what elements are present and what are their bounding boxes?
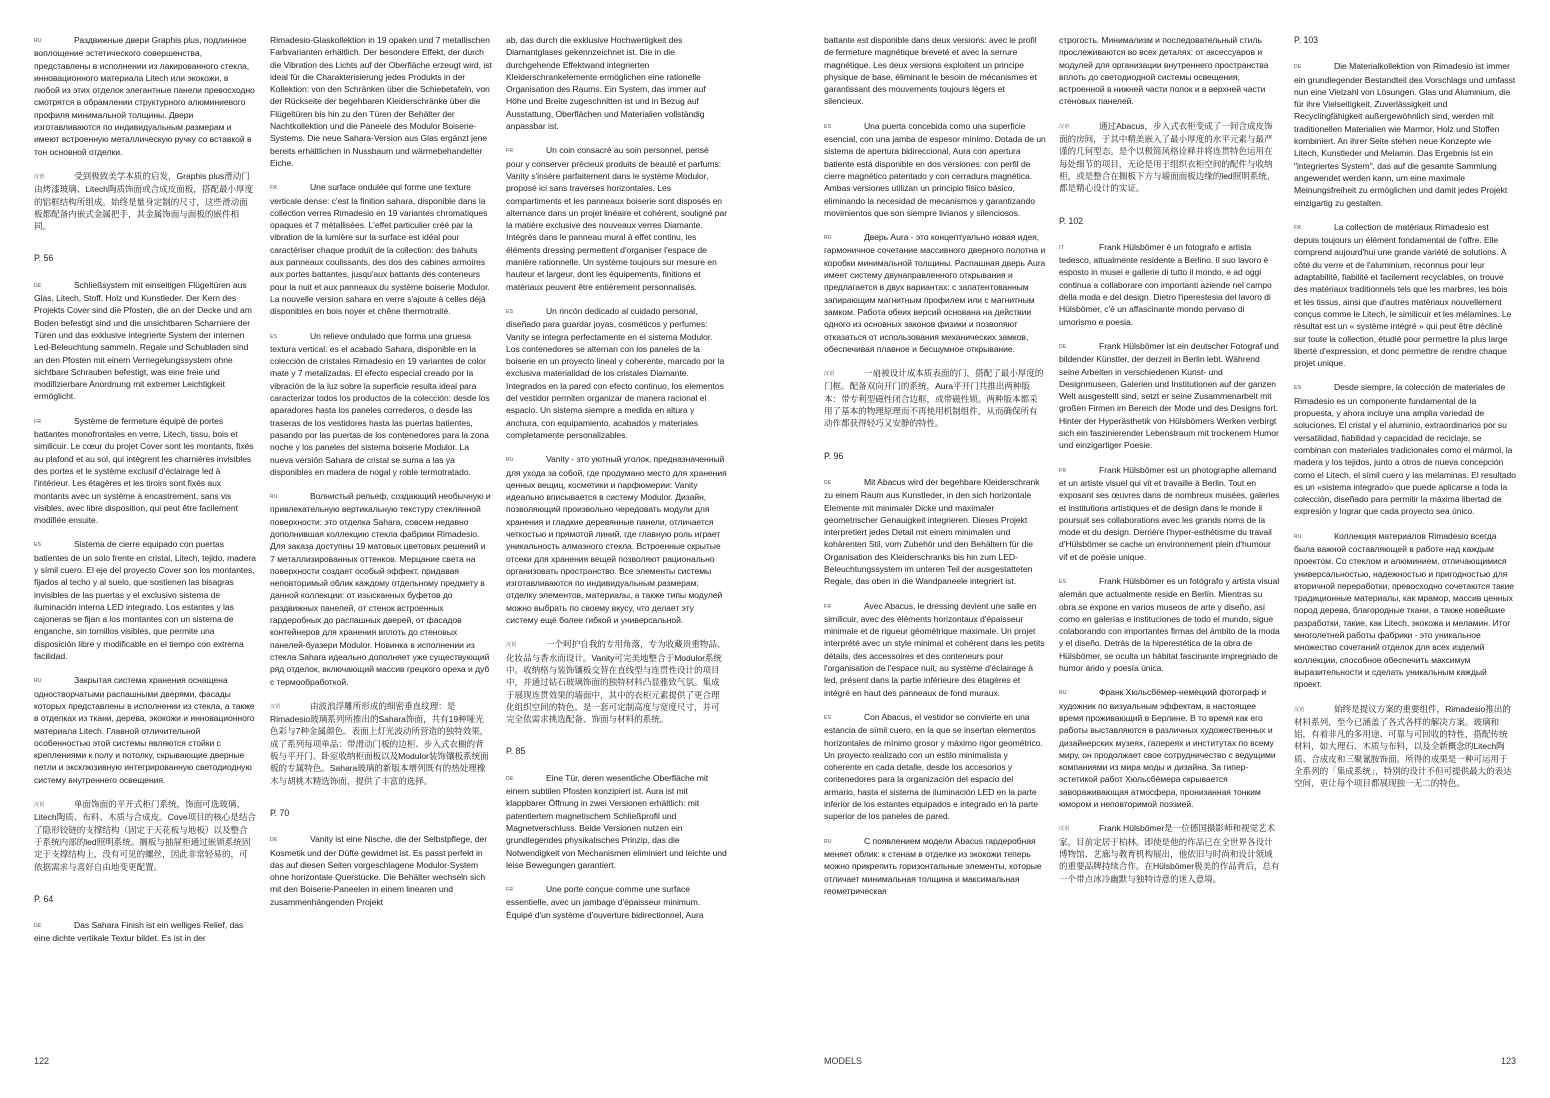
language-code: RU <box>34 38 42 44</box>
language-code: ES <box>506 308 514 315</box>
language-code: RU <box>506 457 514 464</box>
text-section <box>824 835 1046 897</box>
paragraph <box>1059 340 1281 452</box>
paragraph <box>824 120 1046 219</box>
language-code: ES <box>270 333 278 340</box>
language-code: DE <box>1294 64 1302 71</box>
page-reference-heading: P. 103 <box>1294 35 1318 45</box>
paragraph-text: Закрытая система хранения оснащена одностворчатыми распашными дверями, фасады которых представлены в исполнении из стекла, а также в отделках из ткани, дерева, экокожи и инновационного материала Litech. Главной отличительной особенностью этой системы являются стойки с креплениями к полу и потолку, скрывающие дверные петли и эксклюзивную интегрированную светодиодную систему внутреннего освещения. <box>34 675 255 785</box>
language-code: IT <box>1059 244 1065 251</box>
paragraph <box>34 919 256 945</box>
text-column-2 <box>270 34 492 1034</box>
paragraph-text: Раздвижные двери Graphis plus, подлинное воплощение эстетического совершенства, представлены в исполнении из лакированного стекла, инновационного материала Litech или экокожи, в любой из этих отделок элегантные панели превосходно смотрятся в обрамлении структурного алюминиевого профиля минимальной толщины. Двери изготавливаются по индивидуальным размерам и имеют встроенную металлическую ручку со вставкой в тон основной отделки. <box>34 35 255 157</box>
paragraph <box>270 34 492 169</box>
paragraph <box>270 330 492 479</box>
page-reference-heading: P. 96 <box>824 450 844 461</box>
text-section <box>824 367 1046 429</box>
text-section <box>270 330 492 479</box>
text-section <box>824 600 1046 699</box>
paragraph-text: Un coin consacré au soin personnel, pensé pour y conserver précieux produits de beauté et parfums: Vanity s'insère parfaitement dans le système Modulor, proposé ici sans traverses horizontales. Les compartiments et les panneaux boiserie sont disposés en alternance dans un projet linéaire et cohérent, souligné par la matière exclusive des nouveaux verres Diamante. Intégrés dans le panneau mural à effet continu, les éléments dressing permettent d'organiser l'espace de manière rationnelle. Un système toujours sur mesure en hauteur et largeur, dont les équipements, finitions et matériaux peuvent être entièrement personnalisés. <box>506 145 728 292</box>
paragraph <box>270 181 492 317</box>
paragraph <box>1059 575 1281 674</box>
paragraph <box>34 279 256 403</box>
language-code: 汉语 <box>34 802 45 809</box>
language-code: 汉语 <box>1294 706 1305 713</box>
paragraph-text: С появлением модели Abacus гардеробная меняет облик: к стенам в отделке из экокожи теперь можно прикрепить горизонтальные элементы, которые отличает минимальная толщина и максимальная геометрическая <box>824 835 1042 896</box>
paragraph-text: Une porte conçue comme une surface essentielle, avec un jambage d'épaisseur minimum. Équipé d'un système d'ouverture bidirectionnel, Aura <box>506 884 704 920</box>
paragraph-text: Frank Hülsbömer ist ein deutscher Fotograf und bildender Künstler, der derzeit in Berlin lebt. Während seine Arbeiten in verschiedenen Kunst- und Designmuseen, Galerien und Institutionen auf der ganzen Welt ausgestellt sind, setzt er seine Zusammenarbeit mit großen Firmen im Bereich der Mode und des Designs fort. Hinter der Hyperästhetik von Hülsbömers Werken verbirgt sich ein faszinierender Lebenstraum mit trockenem Humor und einzigartiger Poesie. <box>1059 340 1279 451</box>
paragraph-text: Vanity ist eine Nische, die der Selbstpflege, der Kosmetik und der Düfte gewidmet ist. Es passt perfekt in das auf diesen Seiten vorgeschlagene Modulor-System ohne horizontale Querstücke. Die Behälter wechseln sich mit den Boiserie-Paneelen in einem linearen und zusammenhängenden Projekt <box>270 834 488 907</box>
page-number-left: 122 <box>34 1056 50 1066</box>
paragraph <box>824 367 1046 429</box>
text-section <box>506 453 728 626</box>
language-code: ES <box>824 714 832 721</box>
paragraph <box>1294 530 1516 691</box>
text-section <box>34 538 256 662</box>
language-code: 汉语 <box>824 371 835 378</box>
paragraph <box>824 711 1046 823</box>
language-code: FR <box>1294 224 1302 231</box>
paragraph-text: Франк Хюльсбёмер-немецкий фотограф и художник по визуальным эффектам, в настоящее время проживающий в Берлине. В то время как его работы выставляются в различных художественных и дизайнерских музеях, галереях и институтах по всему миру, он продолжает свое сотрудничество с ведущими компаниями из мира моды и дизайна. За гипер-эстетикой работ Хюльсбёмера скрывается завораживающая атмосфера, пронизанная тонким юмором и неповторимой поэзией. <box>1059 687 1276 810</box>
paragraph <box>34 415 256 527</box>
paragraph-text: 一扇被设计成本质表面的门，搭配了最小厚度的门框。配备双向开门的系统，Aura平开门共推出两种版本：带专利型磁性闭合边框，或带磁性锁。两种版本都采用了基本的物理原理而不再使用机制组件，从而确保所有动作都获得轻巧又安静的特性。 <box>824 368 1044 429</box>
language-code: FR <box>1059 467 1067 474</box>
text-section <box>506 305 728 441</box>
text-section <box>1059 241 1281 328</box>
paragraph-text: Système de fermeture équipé de portes battantes monofrontales en verre, Litech, tissu, bois et similicuir. Le cœur du projet Cover sont les montants, fixés au plafond et au sol, qui intègrent les charnières invisibles des portes et le système exclusif d'éclairage led à l'intérieur. Les étagères et les tiroirs sont fixés aux montants avec un système à encastrement, sans vis visibles, avec libre disposition, qui peut être facilement modifiée ensuite. <box>34 415 254 526</box>
paragraph-text: Frank Hülsbömer es un fotógrafo y artista visual alemán que actualmente reside en Berlín. Mientras su obra se expone en varios museos de arte y diseño, así como en galerías e instituciones de todo el mundo, sigue colaborando con importantes firmas del ámbito de la moda y el diseño. Detrás de la hiperestética de la obra de Hülsbömer, se oculta un hábitat fascinante impregnado de humor árido y poesía única. <box>1059 575 1280 674</box>
text-column-5 <box>1059 34 1281 1034</box>
paragraph <box>34 798 256 873</box>
text-section <box>270 181 492 317</box>
right-page <box>775 0 1550 1098</box>
text-column-1 <box>34 34 256 1034</box>
paragraph-text: Коллекция материалов Rimadesio всегда была важной составляющей в работе над каждым проектом. Со стеклом и алюминием, отличающимися универсальностью, надежностью и пригодностью для вторичной переработки, превосходно сочетаются такие традиционные материалы, как мрамор, массив ценных пород дерева, благородные ткани, а также новейшие разработки, такие, как Litech, экокожа и меламин. Итог многолетней работы фабрики - это уникальное множество сочетаний отделок для всех изделий коллекции, способное обеспечить максимум выразительности и сделать уникальным каждый проект. <box>1294 530 1514 690</box>
paragraph <box>270 700 492 787</box>
language-code: DE <box>1059 343 1067 350</box>
text-section <box>34 415 256 527</box>
text-section <box>1294 703 1516 790</box>
text-section <box>270 490 492 688</box>
paragraph-text: Дверь Aura - это концептуально новая идея, гармоничное сочетание массивного дверного полотна и коробки минимальной толщины. Распашная дверь Aura имеет систему двунаправленного открывания и предлагается в двух вариантах: с запатентованным запирающим магнитным профилем или с магнитным замком. Работа обеих версий основана на действии одного из основных законов физики и позволяют отказаться от использования механических замков, обеспечивая плавное и бесшумное открывание. <box>824 232 1046 354</box>
paragraph-text: Una puerta concebida como una superficie esencial, con una jamba de espesor mínimo. Dotada de un sistema de apertura bidireccional, Aura con apertura batiente está disponible en dos versiones: con perfil de cierre magnético patentado y con cerradura magnética. Ambas versiones utilizan un principio físico básico, eliminando la necesidad de mecanismos y garantizando movimientos que son siempre livianos y silenciosos. <box>824 120 1046 218</box>
paragraph <box>1294 703 1516 790</box>
paragraph <box>1294 60 1516 209</box>
language-code: 汉语 <box>34 173 45 180</box>
page-reference-heading: P. 56 <box>34 253 54 264</box>
language-code: 汉语 <box>270 703 281 710</box>
text-section <box>34 170 256 232</box>
text-section <box>1059 34 1281 108</box>
paragraph <box>506 305 728 441</box>
paragraph-text: Con Abacus, el vestidor se convierte en una estancia de símil cuero, en la que se insertan elementos horizontales de mínimo grosor y máximo rigor geométrico. Un proyecto realizado con un estilo minimalista y coherente en cada detalle, desde los accesorios y contenedores para la organización del espacio del armario, hasta el sistema de iluminación LED en la parte inferior de los estantes equipados e integrado en la parte superior de los paneles de pared. <box>824 711 1043 822</box>
text-section <box>506 638 728 725</box>
paragraph <box>506 638 728 725</box>
paragraph <box>1059 120 1281 195</box>
language-code: FR <box>34 418 42 425</box>
page-reference-heading: P. 70 <box>270 807 290 818</box>
language-code: RU <box>34 678 42 685</box>
paragraph-text: La collection de matériaux Rimadesio est depuis toujours un élément fondamental de l'offre. Elle comprend aujourd'hui une grande variété de solutions. À côté du verre et de l'aluminium, reconnus pour leur adaptabilité, fiabilité et facilement recyclables, on trouve des matériaux traditionnels tels que les marbres, les bois et les tissus, ainsi que d'autres matériaux nouvellement conçus comme le Litech, le similicuir et les mélamines. Le résultat est un « système intégré » qui peut être décliné sur toute la collection, étudié pour permettre la plus large liberté d'expression, et donc permettre de rendre chaque projet unique. <box>1294 221 1512 369</box>
language-code: 汉语 <box>506 642 517 649</box>
text-section <box>824 711 1046 823</box>
paragraph <box>824 835 1046 897</box>
text-section <box>1294 530 1516 691</box>
paragraph-text: 受到极致美学本质的启发，Graphis plus滑动门由烤漆玻璃、Litech陶质饰面或合成皮面板，搭配最小厚度的铝框结构所组成。始终是量身定制的尺寸，这些滑动面板都配备内嵌式金属把手，其金属饰面与面板的嵌件相同。 <box>34 170 254 232</box>
paragraph <box>270 490 492 688</box>
text-column-4 <box>824 34 1046 1034</box>
paragraph <box>34 538 256 662</box>
text-section <box>270 34 492 169</box>
paragraph <box>1294 221 1516 370</box>
language-code: DE <box>824 479 832 486</box>
paragraph-text: Frank Hülsbömer est un photographe allemand et un artiste visuel qui vit et travaille à Berlin. Tout en exposant ses œuvres dans de nombreux musées, galeries et institutions artistiques et de design dans le monde il poursuit ses collaborations avec les grands noms de la mode et du design. Derrière l'hyper-esthétisme du travail d'Hülsbömer se cache un environnement plein d'humour vif et de poésie unique. <box>1059 464 1280 562</box>
paragraph-text: Un relieve ondulado que forma una gruesa textura vertical: es el acabado Sahara, disponible en la colección de cristales Rimadesio en 19 variantes de color mate y 7 metalizadas. El efecto especial creado por la vibración de la luz sobre la superficie resulta ideal para caracterizar todos los productos de la colección: desde los aparadores hasta los paneles correderos, o desde las traseras de los vestidores hasta las puertas batientes, pasando por las puertas de los contenedores para la zona noche y los paneles del sistema boiserie Modulor. La nueva versión Sahara de cristal se suma a las ya disponibles en madera de nogal y roble termotratado. <box>270 330 490 477</box>
paragraph <box>824 600 1046 699</box>
text-section <box>270 833 492 908</box>
paragraph <box>1059 464 1281 563</box>
language-code: DE <box>34 923 42 930</box>
language-code: ES <box>1059 578 1067 585</box>
paragraph <box>1294 381 1516 517</box>
paragraph <box>506 144 728 293</box>
language-code: FR <box>270 185 278 192</box>
language-code: DE <box>506 775 514 782</box>
text-section <box>824 476 1046 588</box>
paragraph <box>506 453 728 626</box>
paragraph-text: battante est disponible dans deux versions: avec le profil de fermeture magnétique breveté et avec la serrure magnétique. Les deux versions exploitent un principe physique de base, éliminant le besoin de mécanismes et garantissant des mouvements toujours légers et silencieux. <box>824 35 1037 107</box>
text-section <box>1059 340 1281 452</box>
language-code: ES <box>824 123 832 130</box>
paragraph-text: Frank Hülsbömer是一位德国摄影师和视觉艺术家，目前定居于柏林。即使是他的作品已在全世界各设计博物馆、艺廊与教育机构展出，他依旧与时尚和设计领域的重要品牌持续合作。在Hülsbömer极美的作品背后，总有一个带点冰冷幽默与独特诗意的迷人意境。 <box>1059 823 1280 884</box>
text-section <box>506 772 728 871</box>
text-section <box>506 144 728 293</box>
paragraph-text: Schließsystem mit einseitigen Flügeltüren aus Glas, Litech, Stoff, Holz und Kunstleder. Der Kern des Projekts Cover sind die Pfosten, die an der Decke und am Boden befestigt sind und die unsichtbaren Scharniere der Türen und das exklusive integrierte System der internen Led-Beleuchtung sammeln. Regale und Schubladen sind an den Pfosten mit einem Verriegelungssystem ohne sichtbare Schrauben befestigt, was eine freie und modifizierbare Anordnung mit extremer Leichtigkeit ermöglicht. <box>34 279 252 402</box>
text-section <box>34 919 256 945</box>
paragraph-text: 一个呵护自我的专用角落，专为收藏贵重物品、化妆品与香水而设计。Vanity可完美地整合于Modulor系统中。收纳格与装饰镶板交替在直线型与连贯性设计的项目中，并通过钻石玻璃饰面的独特材料凸显雅致气氛。集成于展现连贯效果的墙面中，其中的衣柜元素提供了更合理化组织空间的特色。是一套可定制高度与宽度尺寸，并可完全依需求挑选配备、饰面与材料的系统。 <box>506 639 726 725</box>
text-section <box>1059 686 1281 810</box>
paragraph <box>1059 34 1281 108</box>
paragraph <box>1059 686 1281 810</box>
language-code: DE <box>270 837 278 844</box>
paragraph-text: Avec Abacus, le dressing devient une salle en similicuir, avec des éléments horizontaux d'épaisseur minimale et de rigueur géométrique maximale. Un projet interprété avec un style minimal et cohérent dans les petits détails, des accessoires et des conteneurs pour l'organisation de l'espace nuit, au système d'éclairage à led, présent dans la partie inférieure des étagères et intégré en haut des panneaux de fond muraux. <box>824 600 1045 698</box>
paragraph <box>824 34 1046 108</box>
text-section <box>1059 120 1281 195</box>
language-code: 汉语 <box>1059 123 1070 130</box>
text-section <box>1059 464 1281 563</box>
paragraph-text: Eine Tür, deren wesentliche Oberfläche mit einem subtilen Pfosten konzipiert ist. Aura ist mit klappbarer Öffnung in zwei Versionen erhältlich: mit patentiertem magnetischem Schließprofil und Magnetverschluss. Beide Versionen nutzen ein grundlegendes physikalisches Prinzip, das die Notwendigkeit von Mechanismen eliminiert und leichte und leise Bewegungen garantiert. <box>506 772 727 870</box>
paragraph <box>34 34 256 158</box>
page-reference-heading: P. 64 <box>34 893 54 904</box>
language-code: RU <box>1294 533 1302 540</box>
paragraph-text: Une surface ondulée qui forme une texture verticale dense: c'est la finition sahara, disponible dans la collection verres Rimadesio en 19 variantes chromatiques opaques et 7 métallisées. L'effet particulier créé par la vibration de la lumière sur la surface est idéal pour caractériser chaque produit de la collection: des bahuts aux panneaux coulissants, des dos des cabines armoires aux portes battantes, jusqu'aux battants des conteneurs pour la nuit et aux panneaux du système boiserie Modulor. La nouvelle version sahara en verre s'ajoute à celles déjà disponibles en bois noyer et chêne thermotraité. <box>270 182 490 317</box>
paragraph-text: 由波浪浮雕所形成的细密垂直纹理：是Rimadesio玻璃系列所推出的Sahara饰面，共有19种哑光色彩与7种金属颜色。表面上灯光波动所营造的独特效果，成了系列每项单品：带滑动门板的边柜、步入式衣橱的背板与平开门、卧室收纳柜面板以及Modulor装饰镶板系统面板的专属特色。Sahara玻璃的新版本增列既有的热处理橡木与胡桃木精选饰面，提供了丰富的选择。 <box>270 700 489 786</box>
text-section <box>506 34 728 132</box>
language-code: RU <box>824 235 832 242</box>
language-code: FR <box>824 603 832 610</box>
text-column-6 <box>1294 34 1516 1034</box>
paragraph-text: Mit Abacus wird der begehbare Kleiderschrank zu einem Raum aus Kunstleder, in den sich horizontale Elemente mit minimaler Dicke und maximaler geometrischer Genauigkeit integrieren. Dieses Projekt interpretiert jedes Detail mit einem minimalen und kohärenten Stil, vom Zubehör und den Behältern für die Organisation des Kleiderschranks bis hin zum LED-Beleuchtungssystem im unteren Teil der ausgestatteten Regale, das oben in die Wandpaneele integriert ist. <box>824 476 1040 587</box>
paragraph-text: Rimadesio-Glaskollektion in 19 opaken und 7 metallischen Farbvarianten erhältlich. Der besondere Effekt, der durch die Vibration des Lichts auf der Oberfläche erzeugt wird, ist ideal für die Charakterisierung jedes Produkts in der Kollektion: von den Schränken über die Schiebetafeln, von der Rückseite der begehbaren Kleiderschränke über die Flügeltüren bis hin zu den Türen der Behälter der Nachtkollektion und die Paneele des Modulor Boiserie-Systems. Die neue Sahara-Version aus Glas ergänzt jene bereits erhältlichen in Nussbaum und wärmebehandelter Eiche. <box>270 35 492 168</box>
paragraph-text: 通过Abacus，步入式衣柜变成了一间合成皮饰面的房间，于其中精美嵌入了最小厚度的水平元素与最严谨的几何型态。是个以极简风格诠释并将连贯特色运用在每处细节的项目，无论是用于组织衣柜空间的配件与收纳柜，或是整合在搁板下方与墙面面板边缘的led照明系统，都是精心设计的实证。 <box>1059 120 1276 194</box>
paragraph <box>506 883 728 921</box>
text-section <box>34 674 256 786</box>
paragraph <box>1059 241 1281 328</box>
language-code: FR <box>506 148 514 155</box>
language-code: RU <box>1059 690 1067 697</box>
paragraph <box>506 34 728 132</box>
language-code: 汉语 <box>1059 826 1070 833</box>
language-code: RU <box>270 494 278 501</box>
text-section <box>34 279 256 403</box>
text-section <box>824 34 1046 108</box>
text-section <box>1294 60 1516 209</box>
text-section <box>34 34 256 158</box>
language-code: FR <box>506 887 514 894</box>
text-section <box>34 798 256 873</box>
text-section <box>1059 575 1281 674</box>
paragraph-text: Frank Hülsbömer è un fotografo e artista tedesco, attualmente residente a Berlino. Il suo lavoro è esposto in musei e gallerie di tutto il mondo, e ad oggi continua a collaborare con importanti aziende nel campo della moda e del design. Dietro l'iperestesia del lavoro di Hülsbömer, c'è un affascinante mondo pervaso di umorismo e poesia. <box>1059 241 1272 327</box>
paragraph <box>506 772 728 871</box>
page-reference-heading: P. 85 <box>506 746 526 757</box>
paragraph-text: Das Sahara Finish ist ein welliges Relief, das eine dichte vertikale Textur bildet. Es ist in der <box>34 920 244 944</box>
paragraph <box>824 231 1046 355</box>
language-code: DE <box>34 282 42 289</box>
page-number-right: 123 <box>1501 1056 1517 1066</box>
text-section <box>824 231 1046 355</box>
paragraph-text: Desde siempre, la colección de materiales de Rimadesio es un componente fundamental de la propuesta, y ahora incluye una amplia variedad de soluciones. El cristal y el aluminio, extraordinarios por su versatilidad, fiabilidad y capacidad de reciclaje, se combinan con materiales tradicionales como el mármol, la madera y los tejidos, junto a otros de nueva concepción como el Litech, el símil cuero y las melaminas. El resultado es un «sistema integrado» que puede aplicarse a toda la colección, diseñado para permitir la máxima libertad de expresión y lograr que cada proyecto sea único. <box>1294 382 1516 517</box>
language-code: ES <box>34 542 42 549</box>
paragraph-text: Волнистый рельеф, создающий необычную и привлекательную вертикальную текстуру стеклянной поверхности: это отделка Sahara, совсем недавно дополнившая коллекцию стекла фабрики Rimadesio. Для заказа доступны 19 матовых цветовых решений и 7 металлизированных оттенков. Мерцание света на поверхности создает особый эффект, придавая неповторимый облик каждому отдельному предмету в данной коллекции: от изысканных буфетов до раздвижных панелей, от стенок встроенных гардеробных до распашных дверей, от фасадов контейнеров для хранения вплоть до стеновых панелей-буазери Modulor. Новинка в исполнении из стекла Sahara идеально дополняет уже существующий ряд отделок, включающий массив грецкого ореха и дуб с термообработкой. <box>270 491 491 687</box>
text-section <box>506 883 728 921</box>
text-section <box>270 700 492 787</box>
running-footer-models: MODELS <box>824 1056 863 1066</box>
paragraph-text: 单面饰面的平开式柜门系统，饰面可选玻璃、Litech陶质、布料、木质与合成皮。Cove项目的核心是结合了隐形铰链的支撑结构（固定于天花板与地板）以及整合于系统内部的led照明系统。搁板与抽屉柜通过嵌锁系统固定于支撑结构上，没有可见的螺丝，因此非常轻易的，可依据需求与喜好自由地变更配置。 <box>34 799 256 872</box>
paragraph <box>270 833 492 908</box>
text-section <box>1059 822 1281 884</box>
paragraph <box>34 170 256 232</box>
text-section <box>824 120 1046 219</box>
paragraph <box>34 674 256 786</box>
paragraph <box>824 476 1046 588</box>
text-section <box>1294 221 1516 370</box>
text-column-3 <box>506 34 728 1034</box>
paragraph-text: Un rincón dedicado al cuidado personal, diseñado para guardar joyas, cosméticos y perfumes: Vanity se integra perfectamente en el sistema Modulor. Los contenedores se alternan con los paneles de la boiserie en un proyecto lineal y coherente, marcado por la exclusiva materialidad de los cristales Diamante. Integrados en la pared con efecto continuo, los elementos del vestidor permiten organizar de manera racional el espacio. Un sistema siempre a medida en altura y anchura, con equipamiento, acabados y materiales completamente personalizables. <box>506 305 725 440</box>
paragraph-text: Sistema de cierre equipado con puertas batientes de un solo frente en cristal, Litech, tejido, madera y símil cuero. El eje del proyecto Cover son los montantes, fijados al techo y al suelo, que sostienen las bisagras invisibles de las puertas y el exclusivo sistema de iluminación interna LED integrado. Los estantes y las cajoneras se fijan a los montantes con un sistema de enganche, sin tornillos visibles, que permite una disposición libre y modificable en el tiempo con extrema facilidad. <box>34 539 256 662</box>
paragraph <box>1059 822 1281 884</box>
text-section <box>1294 381 1516 517</box>
paragraph-text: Die Materialkollektion von Rimadesio ist immer ein grundlegender Bestandteil des Vorschlags und umfasst nun eine Vielzahl von Lösungen. Glas und Aluminium, die für ihre Vielseitigkeit, Zuverlässigkeit und Recyclingfähigkeit außergewöhnlich sind, werden mit traditionellen Materialien wie Marmor, Holz und Stoffen kombiniert. An ihrer Seite stehen neue Konzepte wie Litech, Kunstleder und Melamin. Das Ergebnis ist ein "integriertes System", das auf die gesamte Sammlung angewendet werden kann, um eine maximale Meinungsfreiheit zu ermöglichen und damit jedes Projekt einzigartig zu gestalten. <box>1294 61 1516 208</box>
language-code: ES <box>1294 385 1302 392</box>
paragraph-text: ab, das durch die exklusive Hochwertigkeit des Diamantglases gekennzeichnet ist. Die in die durchgehende Effektwand integrierten Kleiderschrankelemente ermöglichen eine rationelle Organisation des Raums. Ein System, das immer auf Höhe und Breite zugeschnitten ist und in Bezug auf Ausstattung, Oberflächen und Materialien vollständig anpassbar ist. <box>506 35 706 132</box>
page-reference-heading: P. 102 <box>1059 215 1083 226</box>
paragraph-text: строгость. Минимализм и последовательный стиль прослеживаются во всех деталях: от аксессуаров и модулей для организации внутреннего пространства вплоть до светодиодной системы освещения, встроенной в нижней части полок и в верхней части стеновых панелей. <box>1059 35 1269 107</box>
paragraph-text: 始终是提议方案的重要组件，Rimadesio推出的材料系列，至今已涵盖了各式各样的解决方案。玻璃和铝，有着非凡的多用途、可靠与可回收的特性，搭配传统材料，如大理石、木质与布料，以及全新概念的Litech陶质、合成皮和三聚氰胺饰面。所得的成果是一种可运用于全系列的「集成系统」，特别的设计不但可提供最大的表达空间，更让每个项目都展现独一无二的特色。 <box>1294 703 1512 789</box>
language-code: RU <box>824 838 832 845</box>
paragraph-text: Vanity - это уютный уголок, предназначенный для ухода за собой, где продумано место для хранения ценных вещиц, косметики и парфюмерии: Vanity идеально вписывается в систему Modulor. Дизайн, позволяющий произвольно чередовать модули для хранения и гладкие деревянные панели, отличается четкостью и прямотой линий, где главную роль играет уникальность алмазного стекла. Встроенные скрытые отсеки для хранения вещей позволяют рационально организовать пространство. Все элементы системы изготавливаются по индивидуальным размерам; отделку элементов, материалы, а также типы модулей можно выбрать по своему вкусу, что делает эту систему ещё более гибкой и универсальной. <box>506 454 727 626</box>
